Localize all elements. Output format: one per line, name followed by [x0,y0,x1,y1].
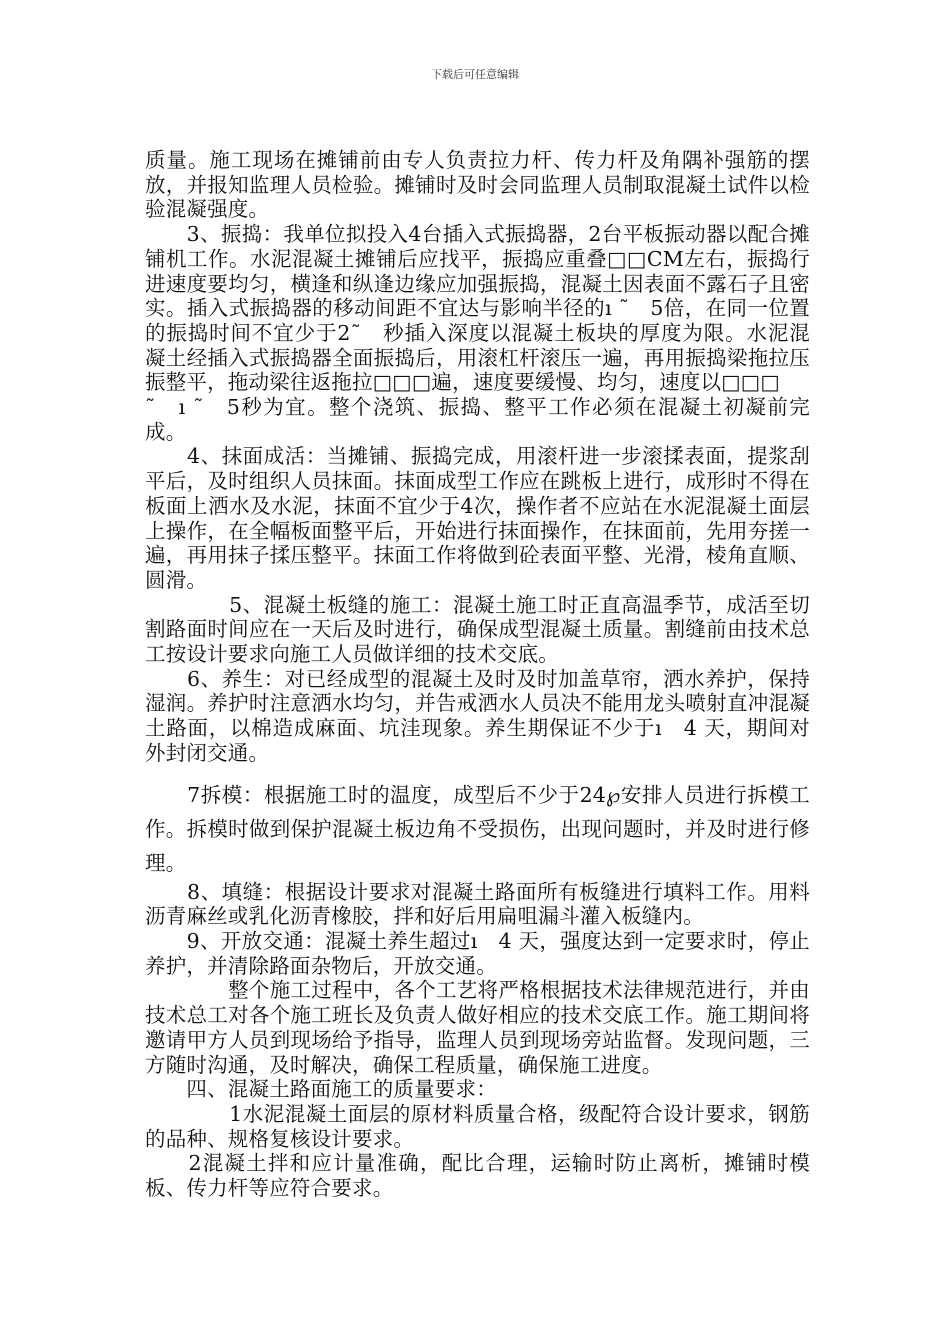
document-body [145,148,810,1201]
paragraph-finishing: 4、抹面成活：当摊铺、振捣完成，用滚杆进一步滚揉表面，提浆刮平后，及时组织人员抹面。抹面成型工作应在跳板上进行，成形时不得在板面上洒水及水泥，抹面不宜少于4次，操作者不应站在水泥混凝土面层上操作，在全幅板面整平后，开始进行抹面操作，在抹面前，先用夯搓一遍，再用抹子揉压整平。抹面工作将做到砼表面平整、光滑，棱角直顺、圆滑。 [145,444,810,592]
paragraph-quality-req-1: 1水泥混凝土面层的原材料质量合格，级配符合设计要求，钢筋的品种、规格复核设计要求。 [145,1101,810,1151]
paragraph-quality-intro: 质量。施工现场在摊铺前由专人负责拉力杆、传力杆及角隅补强筋的摆放，并报知监理人员检验。摊铺时及时会同监理人员制取混凝土试件以检验混凝强度。 [145,148,810,222]
paragraph-gap [145,766,810,778]
paragraph-quality-req-2: 2混凝土拌和应计量准确，配比合理，运输时防止离析，摊铺时模板、传力杆等应符合要求。 [145,1151,810,1201]
paragraph-process-overview: 整个施工过程中，各个工艺将严格根据技术法律规范进行，并由技术总工对各个施工班长及负责人做好相应的技术交底工作。施工期间将邀请甲方人员到现场给予指导，监理人员到现场旁站监督。发现问题，三方随时沟通，及时解决，确保工程质量，确保施工进度。 [145,978,810,1077]
paragraph-joint-filling: 8、填缝：根据设计要求对混凝土路面所有板缝进行填料工作。用料沥青麻丝或乳化沥青橡胶，拌和好后用扁咀漏斗灌入板缝内。 [145,879,810,929]
paragraph-curing: 6、养生：对已经成型的混凝土及时及时加盖草帘，洒水养护，保持湿润。养护时注意洒水均匀，并告戒洒水人员决不能用龙头喷射直冲混凝土路面，以棉造成麻面、坑洼现象。养生期保证不少于ı 4 天，期间对外封闭交通。 [145,666,810,765]
page-header-note: 下载后可任意编辑 [431,68,519,81]
paragraph-vibration: 3、振捣：我单位拟投入4台插入式振捣器，2台平板振动器以配合摊铺机工作。水泥混凝土摊铺后应找平，振捣应重叠□□CM左右，振捣行进速度要均匀，横逢和纵逢边缘应加强振捣，混凝土因表面不露石子且密实。插入式振捣器的移动间距不宜达与影响半径的ı ˜ 5倍，在同一位置的振捣时间不宜少于2˜ 秒插入深度以混凝土板块的厚度为限。水泥混凝土经插入式振捣器全面振捣后，用滚杠杆滚压一遍，再用振捣梁拖拉压振整平，拖动梁往返拖拉□□□遍，速度要缓慢、均匀，速度以□□□ [145,222,810,395]
paragraph-joint-cutting: 5、混凝土板缝的施工：混凝土施工时正直高温季节，成活至切割路面时间应在一天后及时进行，确保成型混凝土质量。割缝前由技术总工按设计要求向施工人员做详细的技术交底。 [145,592,810,667]
paragraph-formwork-removal: 7拆模：根据施工时的温度，成型后不少于24℘安排人员进行拆模工作。拆模时做到保护混凝土板边角不受损伤，出现问题时，并及时进行修理。 [145,782,810,875]
section-heading-quality: 四、混凝土路面施工的质量要求： [145,1077,497,1102]
paragraph-vibration-cont: ˜ ı ˜ 5秒为宜。整个浇筑、振捣、整平工作必须在混凝土初凝前完成。 [145,395,810,444]
paragraph-open-traffic: 9、开放交通：混凝土养生超过ı 4 天，强度达到一定要求时，停止养护，并清除路面杂物后，开放交通。 [145,928,810,978]
